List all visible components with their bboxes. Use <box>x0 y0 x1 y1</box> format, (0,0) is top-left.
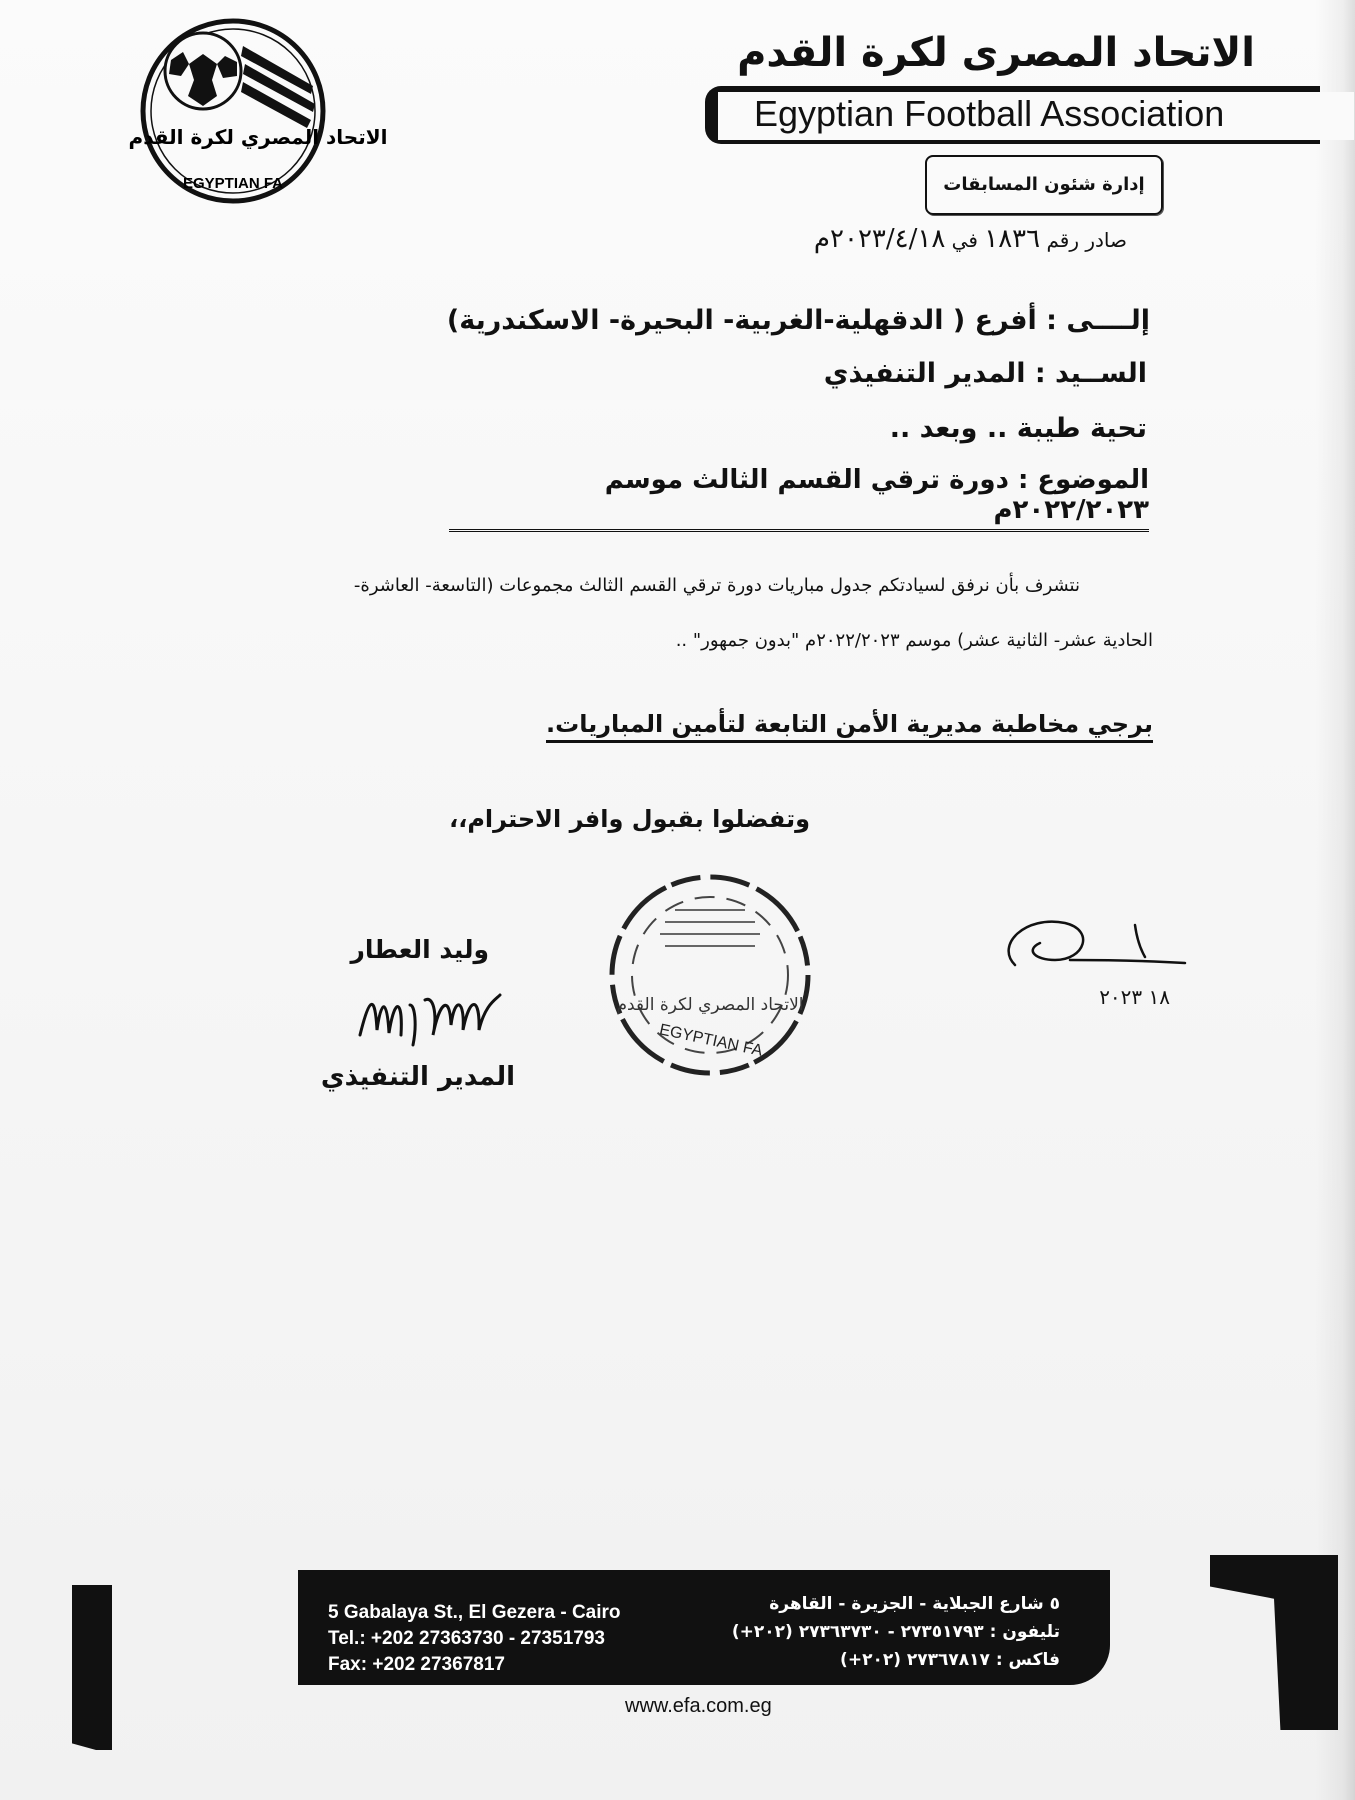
footer-address-en: 5 Gabalaya St., El Gezera - Cairo <box>328 1602 621 1623</box>
handwritten-signature <box>355 975 505 1055</box>
footer-contact-ar <box>690 1590 1060 1674</box>
seal-text-ar: الاتحاد المصري لكرة القدم <box>128 125 388 149</box>
stamp-text-en: EGYPTIAN FA <box>657 1021 765 1060</box>
seal-text-en: EGYPTIAN FA <box>182 175 284 192</box>
signer-title: المدير التنفيذي <box>320 1062 515 1092</box>
official-stamp <box>605 870 815 1080</box>
closing-line: وتفضلوا بقبول وافر الاحترام،، <box>449 805 810 833</box>
department-box: إدارة شئون المسابقات <box>925 155 1163 215</box>
efa-logo-seal <box>128 16 388 206</box>
footer-left-mark <box>72 1585 112 1750</box>
footer-contact-en <box>328 1600 708 1678</box>
footer-right-mark <box>1210 1555 1338 1730</box>
issued-line <box>627 224 1127 254</box>
addressee-line: الســيد : المدير التنفيذي <box>823 358 1147 389</box>
footer-website: www.efa.com.eg <box>625 1695 772 1717</box>
footer-tel-ar: تليفون : ٢٧٣٥١٧٩٣ - ٢٧٣٦٣٧٣٠ (٢٠٢+) <box>731 1622 1060 1642</box>
request-text: برجي مخاطبة مديرية الأمن التابعة لتأمين المباريات. <box>546 710 1153 743</box>
greeting-line: تحية طيبة .. وبعد .. <box>889 413 1147 444</box>
subject-line: الموضوع : دورة ترقي القسم الثالث موسم ٢٠٢٢/٢٠٢٣م <box>449 465 1149 532</box>
issued-number: ١٨٣٦ <box>984 224 1041 254</box>
paper-edge-shadow <box>1315 0 1355 1800</box>
issued-in: في <box>951 228 978 252</box>
footer-tel-en: Tel.: +202 27363730 - 27351793 <box>328 1628 605 1649</box>
initials-date: ١٨ ٢٠٢٣ <box>1099 985 1170 1009</box>
body-paragraph-line-1: نتشرف بأن نرفق لسيادتكم جدول مباريات دورة ترقي القسم الثالث مجموعات (التاسعة- العاشرة- <box>353 575 1080 596</box>
recipient-line: إلــــى : أفرع ( الدقهلية-الغربية- البحيرة- الاسكندرية) <box>446 305 1150 336</box>
body-paragraph-line-2: الحادية عشر- الثانية عشر) موسم ٢٠٢٢/٢٠٢٣م "بدون جمهور" .. <box>675 630 1153 651</box>
stamp-text-ar: الاتحاد المصري لكرة القدم <box>616 995 804 1015</box>
issued-date: ٢٠٢٣/٤/١٨م <box>813 224 946 254</box>
signer-name: وليد العطار <box>350 935 489 964</box>
footer-fax-en: Fax: +202 27367817 <box>328 1654 505 1675</box>
request-line <box>253 710 1153 738</box>
footer-address-ar: ٥ شارع الجبلاية - الجزيرة - القاهرة <box>769 1594 1060 1614</box>
stamp-rays-icon <box>660 910 760 946</box>
issued-label: صادر رقم <box>1046 228 1127 252</box>
footer-fax-ar: فاكس : ٢٧٣٦٧٨١٧ (٢٠٢+) <box>840 1650 1060 1670</box>
football-icon <box>165 33 241 109</box>
org-name-ar: الاتحاد المصرى لكرة القدم <box>737 30 1255 76</box>
org-name-en: Egyptian Football Association <box>718 92 1354 140</box>
